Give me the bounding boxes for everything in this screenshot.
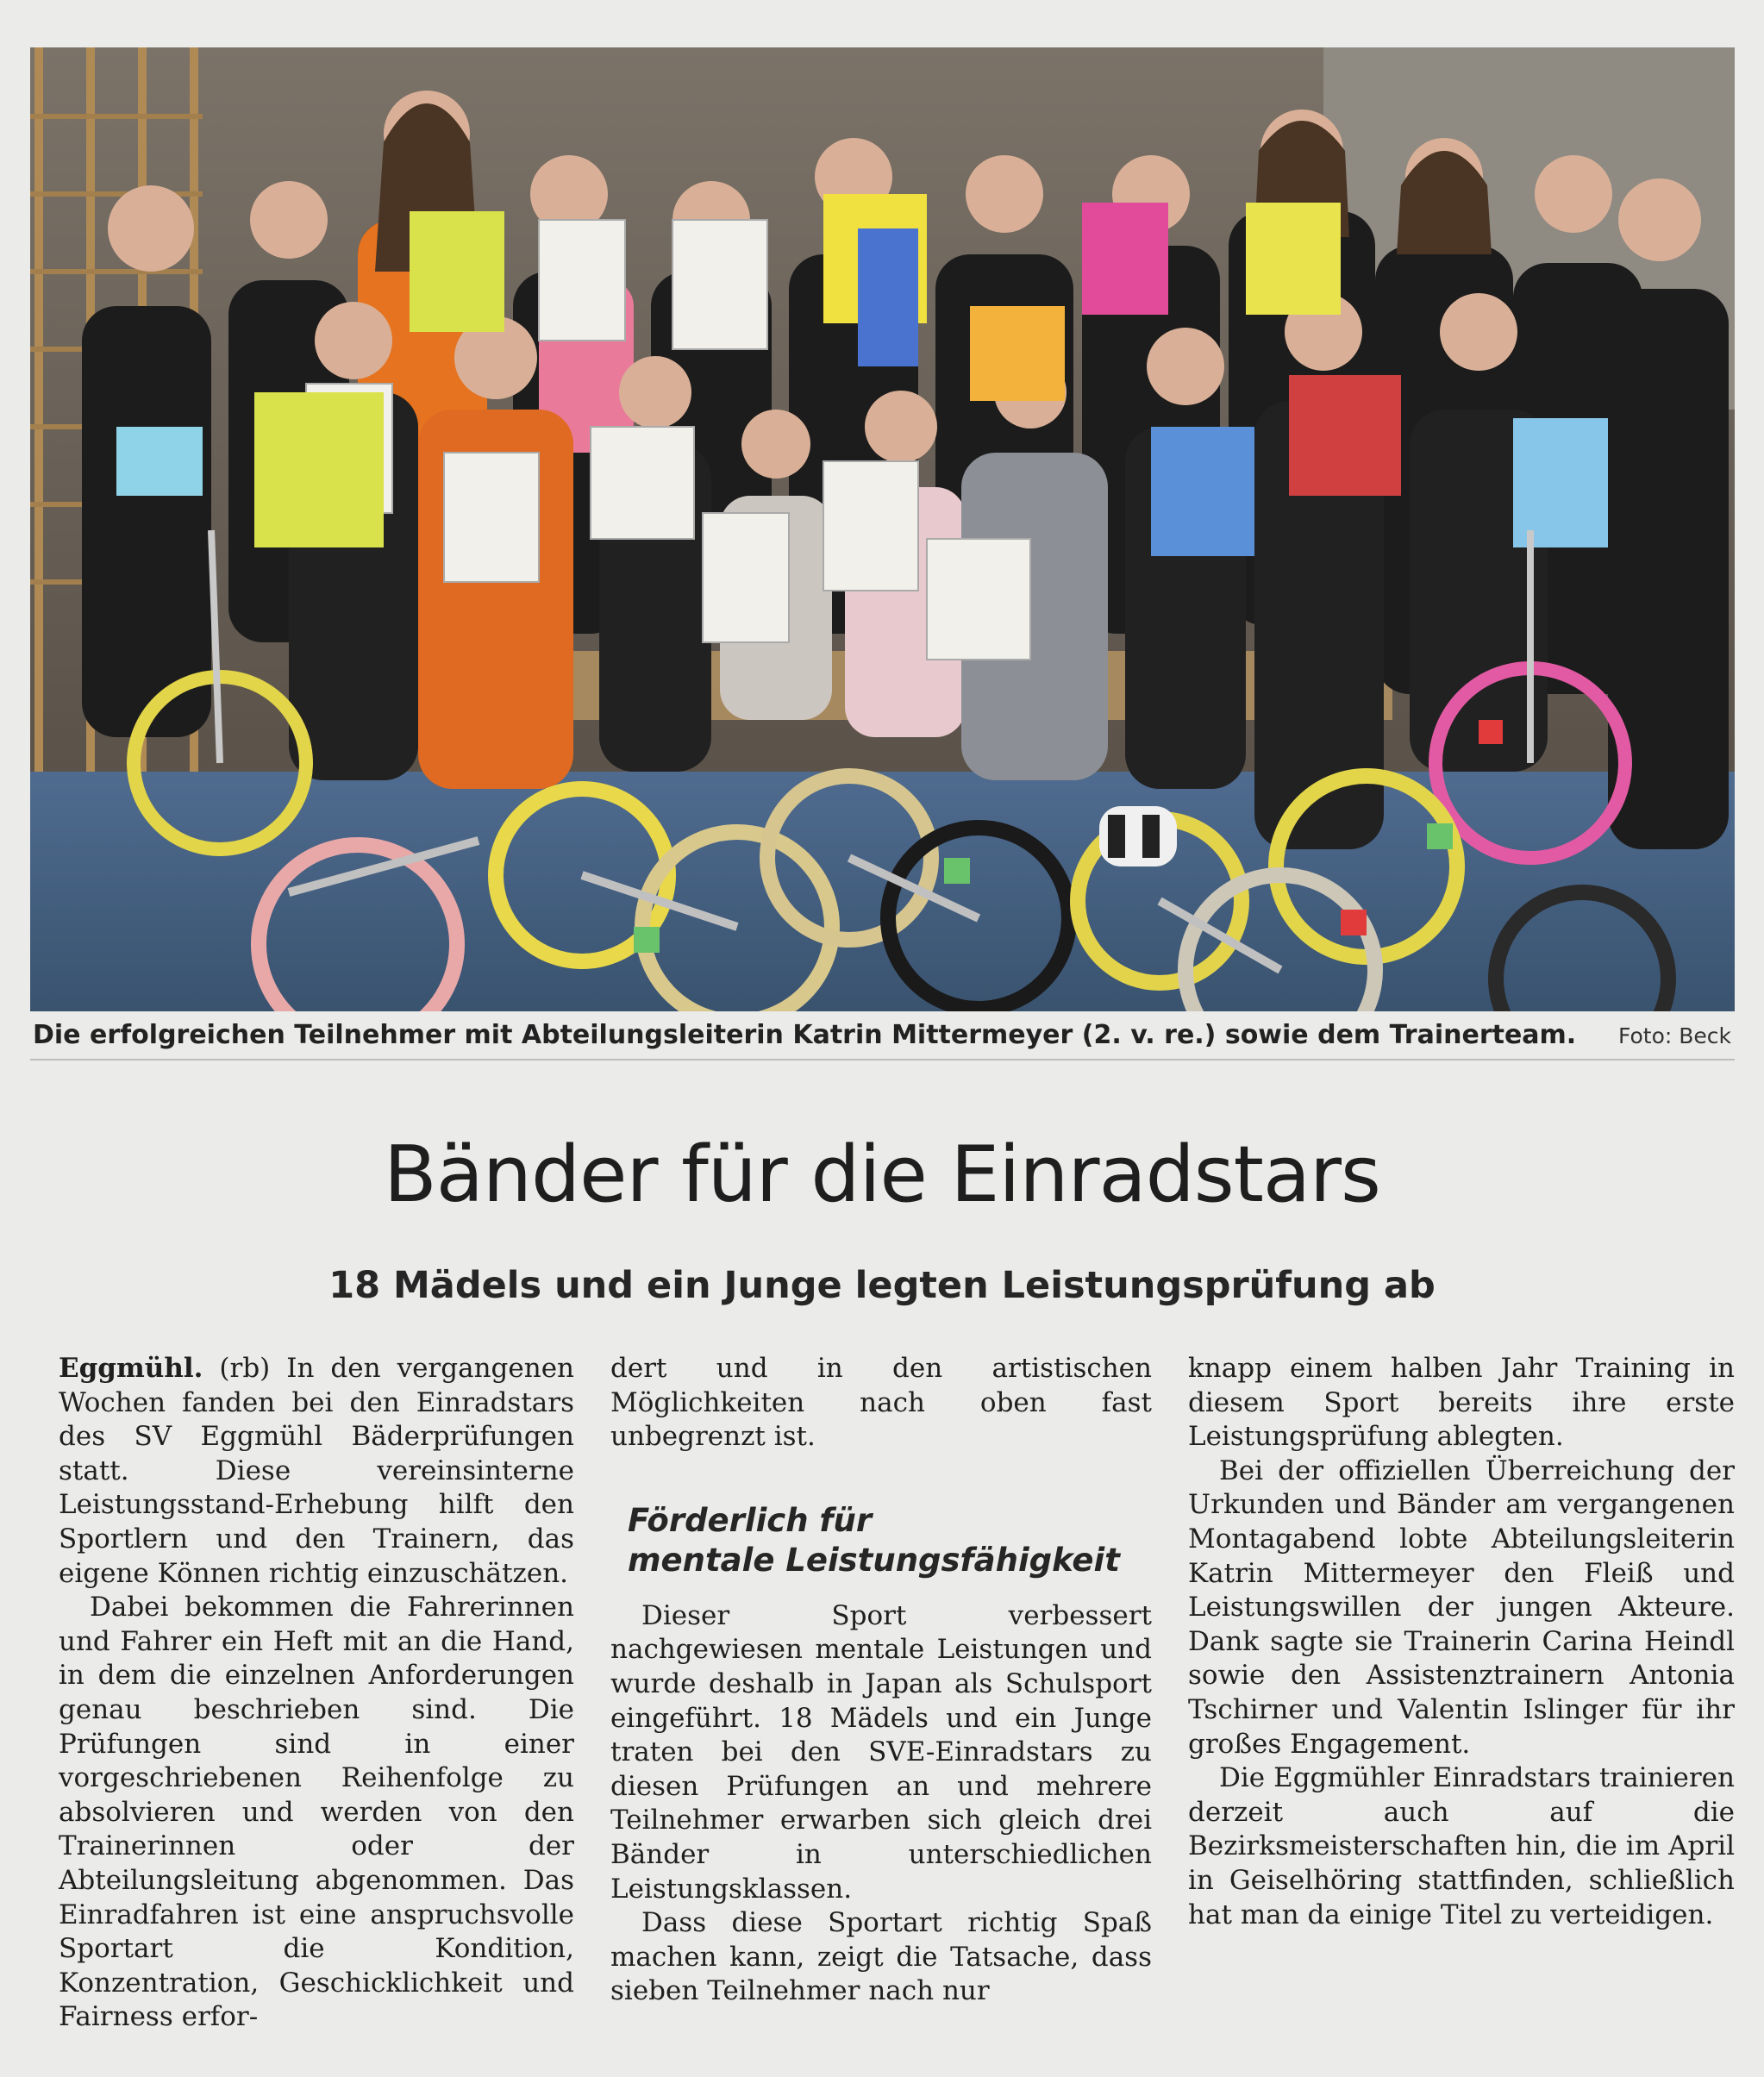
paragraph: Bei der offiziellen Überreichung der Urkunden und Bänder am vergangenen Montagabend lobte Abteilungsleiterin Katrin Mittermeyer den Fleiß und Leistungswillen der jungen Akteure. Dank sagte sie Trainerin Carina Heindl sowie den Assistenztrainern Antonia Tschirner und Valentin Islinger für ihr großes Engagement. — [1188, 1455, 1735, 1760]
paragraph: dert und in den artistischen Möglichkeiten nach oben fast unbegrenzt ist. — [610, 1353, 1152, 1453]
dateline-place: Eggmühl. — [59, 1353, 203, 1384]
caption-divider — [30, 1059, 1735, 1060]
caption-text: Die erfolgreichen Teilnehmer mit Abteilungsleiterin Katrin Mittermeyer (2. v. re.) sowie dem Trainerteam. — [33, 1020, 1577, 1050]
photo-credit: Foto: Beck — [1617, 1023, 1731, 1048]
paragraph: knapp einem halben Jahr Training in diesem Sport bereits ihre erste Leistungsprüfung ablegten. — [1188, 1353, 1735, 1453]
paragraph: Dabei bekommen die Fahrerinnen und Fahrer ein Heft mit an die Hand, in dem die einzelnen Anforderungen genau beschrieben sind. Die Prüfungen sind in einer vorgeschriebenen Reihenfolge zu absolvieren und werden von den Trainerinnen oder der Abteilungsleitung abgenommen. Das Einradfahren ist eine anspruchsvolle Sportart die Kondition, Konzentration, Geschicklichkeit und Fairness erfor- — [59, 1592, 574, 2033]
photo-caption — [33, 1020, 1731, 1063]
group-photo-illustration — [30, 47, 1735, 1011]
paragraph: Dass diese Sportart richtig Spaß machen kann, zeigt die Tatsache, dass sieben Teilnehmer nach nur — [610, 1907, 1152, 2007]
paragraph: Die Eggmühler Einradstars trainieren derzeit auch auf die Bezirksmeisterschaften hin, die im April in Geiselhöring stattfinden, schließlich hat man da einige Titel zu verteidigen. — [1188, 1762, 1735, 1930]
paragraph: Dieser Sport verbessert nachgewiesen mentale Leistungen und wurde deshalb in Japan als Schulsport eingeführt. 18 Mädels und ein Junge traten bei den SVE-Einradstars zu diesen Prüfungen an und mehrere Teilnehmer erwarben sich gleich drei Bänder in unterschiedlichen Leistungsklassen. — [610, 1599, 1152, 1905]
article-subheadline: 18 Mädels und ein Junge legten Leistungsprüfung ab — [328, 1264, 1436, 1307]
subheading-line-1: Förderlich für — [628, 1501, 873, 1539]
section-subheading — [628, 1501, 1152, 1580]
group-photo — [30, 47, 1735, 1011]
lead-text: (rb) In den vergangenen Wochen fanden bei den Einradstars des SV Eggmühl Bäderprüfungen statt. Diese vereinsinterne Leistungsstand-Erhebung hilft den Sportlern und den Trainern, das eigene Können richtig einzuschätzen. — [59, 1353, 575, 1589]
article-column-3 — [1188, 1352, 1735, 1932]
lead-paragraph — [59, 1352, 574, 1591]
subheading-line-2: mentale Leistungsfähigkeit — [628, 1541, 1120, 1579]
article-column-2 — [610, 1352, 1152, 2009]
article-headline: Bänder für die Einradstars — [384, 1129, 1380, 1220]
article-column-1 — [59, 1352, 574, 2035]
